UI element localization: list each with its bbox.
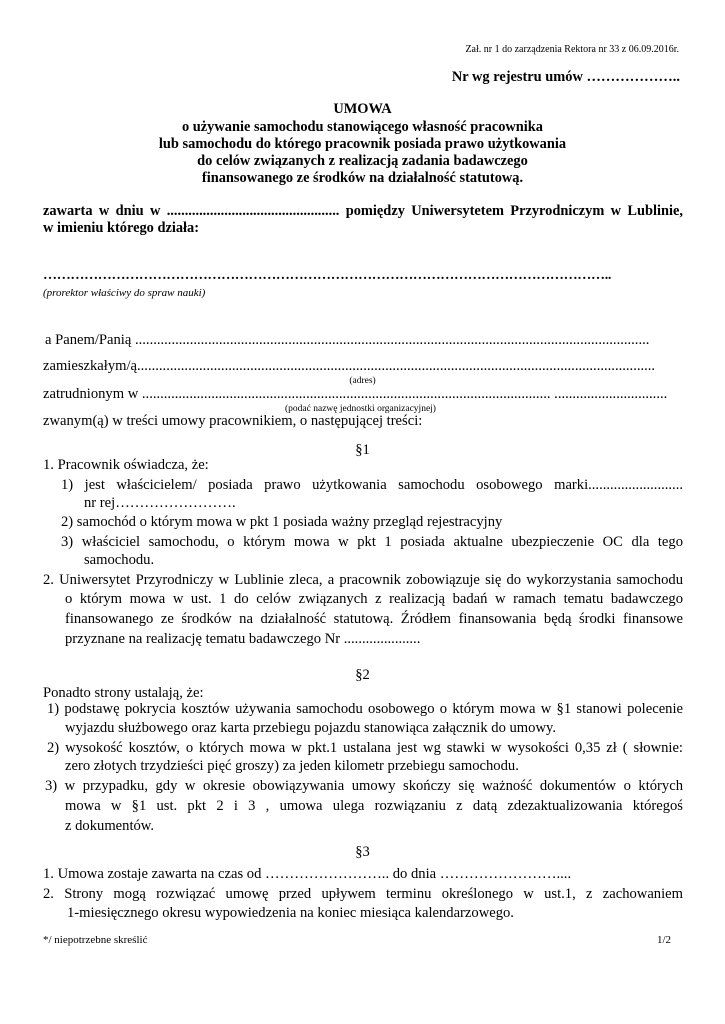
prorector-note: (prorektor właściwy do spraw nauki) [43,287,206,299]
subtitle-line: o używanie samochodu stanowiącego własność pracownika [182,119,543,135]
section3-item2-cont: 1-miesięcznego okresu wypowiedzenia na koniec miesiąca kalendarzowego. [67,905,514,921]
section2-intro: Ponadto strony ustalają, że: [43,685,204,701]
section2-item3-cont: z dokumentów. [65,818,155,834]
section2-item3-cont: mowa w §1 ust. pkt 2 i 3 , umowa ulega rozwiązaniu z datą zdezaktualizowania któregoś [65,798,683,814]
section1-item1: 1. Pracownik oświadcza, że: [43,457,209,473]
section1-heading: §1 [355,442,370,458]
subtitle-line: lub samochodu do którego pracownik posiada prawo użytkowania [158,136,567,152]
section1-subitem1: 1) jest właścicielem/ posiada prawo użytkowania samochodu osobowego marki.......................... [61,477,683,493]
address-note: (adres) [349,376,376,386]
employer-unit-line: zatrudnionym w ................................................................................................................ ............................... [43,386,668,402]
subtitle-line: do celów związanych z realizacją zadania badawczego [197,153,528,169]
attachment-note: Zał. nr 1 do zarządzenia Rektora nr 33 z 06.09.2016r. [465,44,679,55]
representative-dotted-line: …………………………………………………………………………………………………………….. [43,268,612,283]
section1-item2-cont: finansowanego ze środków na działalność statutową. Źródłem finansowania będą środki finansowe [65,611,683,627]
unit-note: (podać nazwę jednostki organizacyjnej) [285,404,436,414]
section2-item1-cont: wyjazdu służbowego oraz karta przebiegu pojazdu stanowiąca załącznik do umowy. [65,720,556,736]
section1-subitem3: 3) właściciel samochodu, o którym mowa w pkt 1 posiada aktualne ubezpieczenie OC dla tego [61,534,683,550]
subtitle-line: finansowanego ze środków na działalność statutową. [201,170,524,186]
section2-item2: 2) wysokość kosztów, o których mowa w pkt.1 ustalana jest wg stawki w wysokości 0,35 zł ( słownie: [47,740,683,756]
section1-item2-cont: o którym mowa w ust. 1 do celów związanych z realizacją badań w ramach tematu badawczego [65,591,683,607]
document-title: UMOWA [333,101,392,117]
section1-subitem2: 2) samochód o którym mowa w pkt 1 posiada ważny przegląd rejestracyjny [61,514,503,530]
page-number: 1/2 [656,934,671,946]
section1-item2-cont: przyznane na realizację tematu badawczego Nr ..................... [65,631,421,647]
section1-subitem1-cont: nr rej……………………. [84,495,236,511]
employee-address-line: zamieszkałym/ą.............................................................................................................................................. [43,358,656,374]
section1-subitem3-cont: samochodu. [84,552,155,568]
section1-item2: 2. Uniwersytet Przyrodniczy w Lublinie zleca, a pracownik zobowiązuje się do wykorzystania samochodu [43,572,683,588]
section3-heading: §3 [355,844,370,860]
section2-item2-cont: zero złotych trzydzieści pięć groszy) za jeden kilometr przebiegu samochodu. [65,758,519,774]
contract-date-line: zawarta w dniu w ................................................ pomiędzy Uniwersytetem Przyrodniczym w Lublinie, [43,203,683,219]
representative-intro: w imieniu którego działa: [43,220,200,236]
registry-number: Nr wg rejestru umów ……………….. [451,69,680,85]
employee-designation-line: zwanym(ą) w treści umowy pracownikiem, o następującej treści: [43,413,423,429]
section2-item1: 1) podstawę pokrycia kosztów używania samochodu osobowego o którym mowa w §1 stanowi polecenie [47,701,683,717]
footnote: */ niepotrzebne skreślić [43,934,148,946]
section3-item1: 1. Umowa zostaje zawarta na czas od …………………….. do dnia …………………….... [43,866,572,882]
employee-name-line: a Panem/Panią ............................................................................................................................................. [45,332,650,348]
section2-heading: §2 [355,667,370,683]
section2-item3: 3) w przypadku, gdy w okresie obowiązywania umowy skończy się ważność dokumentów o których [45,778,683,794]
section3-item2: 2. Strony mogą rozwiązać umowę przed upływem terminu określonego w ust.1, z zachowaniem [43,886,683,902]
